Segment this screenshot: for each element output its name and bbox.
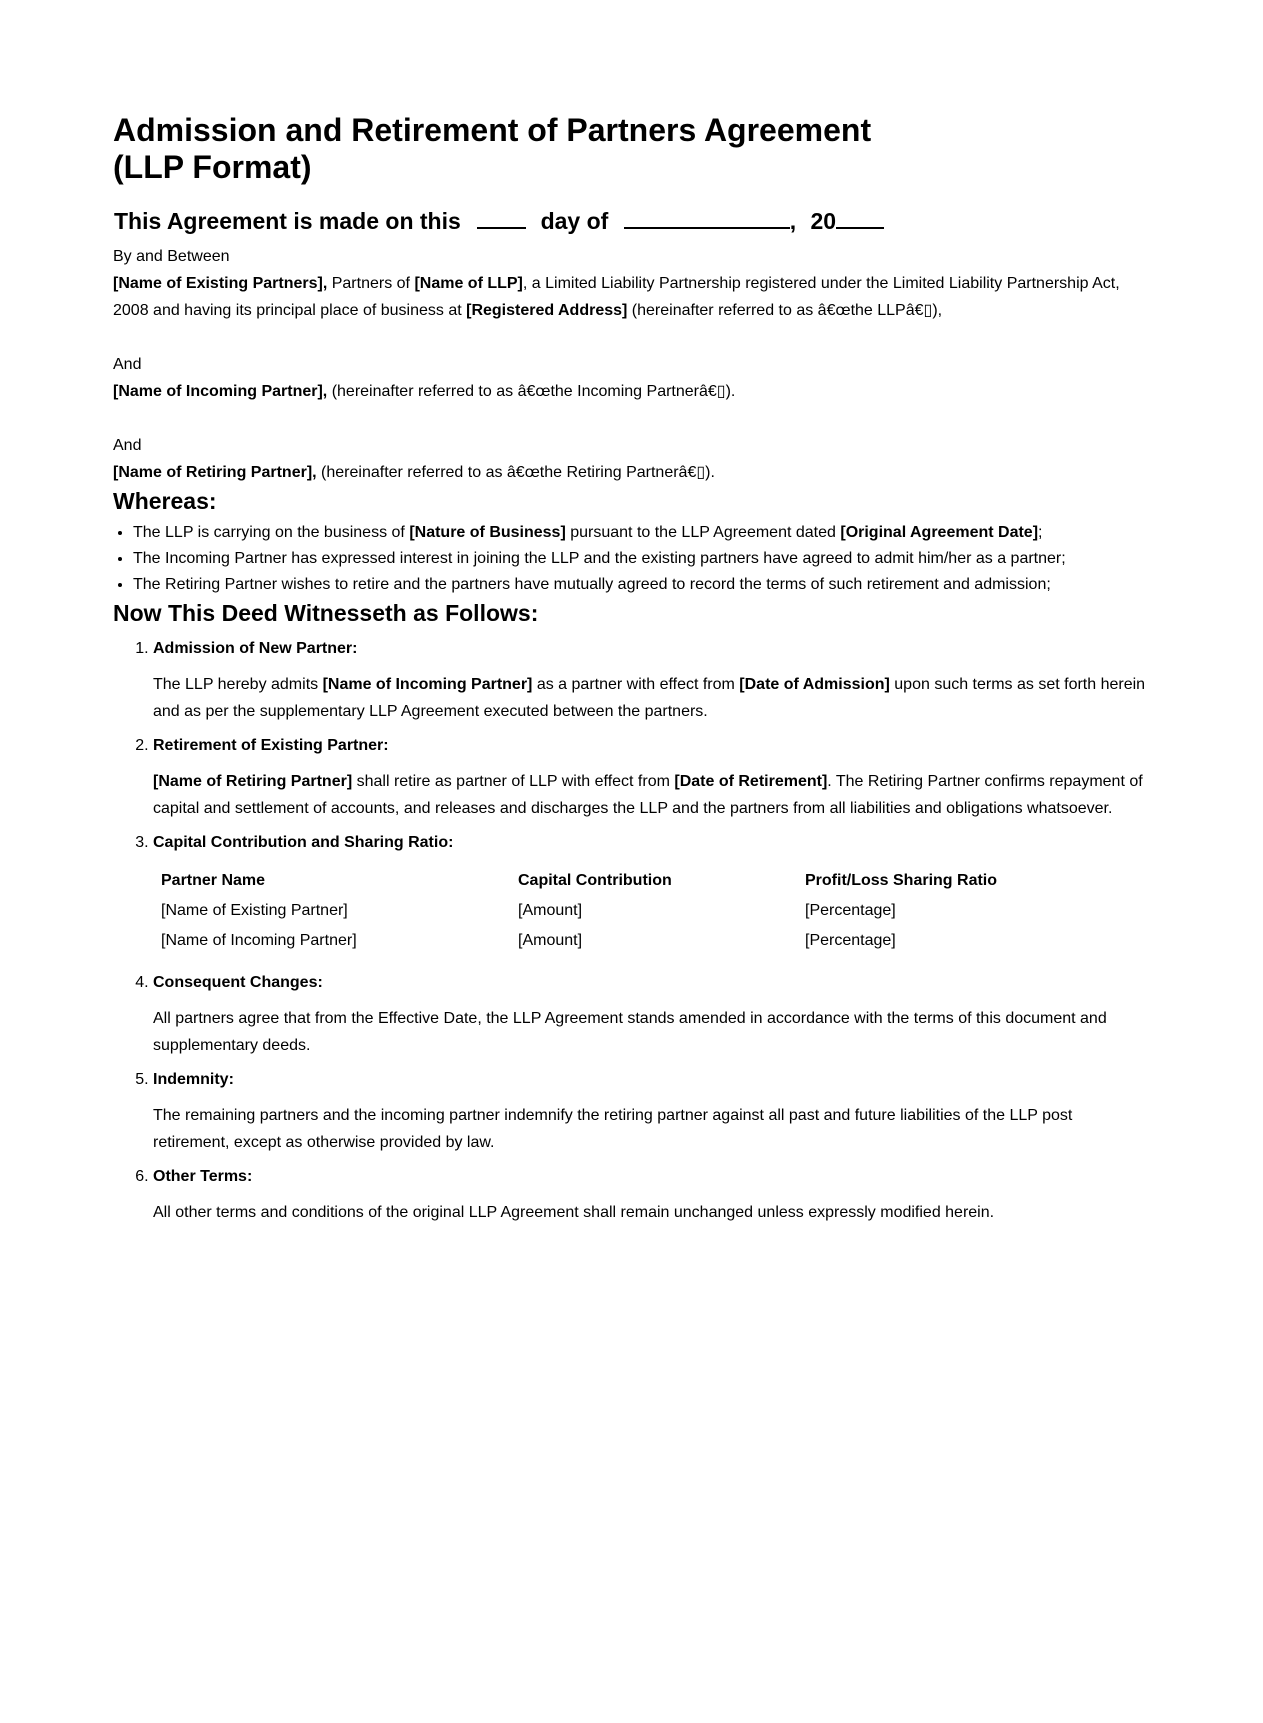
clause-consequent-changes bbox=[153, 970, 1153, 1059]
date-of-admission: [Date of Admission] bbox=[739, 676, 890, 693]
clause-other-terms bbox=[153, 1164, 1153, 1226]
whereas-list bbox=[113, 520, 1153, 598]
retiring-partner-name: [Name of Retiring Partner], bbox=[113, 464, 317, 481]
col-capital-contribution: Capital Contribution bbox=[518, 872, 672, 889]
document-page bbox=[113, 112, 1153, 1234]
party-existing-partners bbox=[113, 270, 1153, 324]
clause-body: All other terms and conditions of the original LLP Agreement shall remain unchanged unless expressly modified herein. bbox=[153, 1204, 995, 1221]
whereas-1-text-2: pursuant to the LLP Agreement dated bbox=[565, 524, 841, 541]
existing-partners-name: [Name of Existing Partners], bbox=[113, 275, 328, 292]
list-item bbox=[133, 520, 1153, 546]
original-agreement-date: [Original Agreement Date] bbox=[840, 524, 1039, 541]
table-row bbox=[153, 896, 1073, 926]
clause-body: The remaining partners and the incoming partner indemnify the retiring partner against all past and future liabilities of the LLP post retirement, except as otherwise provided by law. bbox=[153, 1107, 1073, 1151]
page-title: Admission and Retirement of Partners Agreement (LLP Format) bbox=[113, 112, 872, 185]
col-partner-name: Partner Name bbox=[161, 872, 266, 889]
llp-name: [Name of LLP] bbox=[414, 275, 523, 292]
year-prefix: 20 bbox=[810, 208, 837, 234]
clause-capital bbox=[153, 830, 1153, 956]
clause-indemnity bbox=[153, 1067, 1153, 1156]
clause-body bbox=[153, 671, 1153, 725]
clause-body bbox=[153, 768, 1153, 822]
c1-text-3: upon such terms as set forth herein and as per the supplementary LLP Agreement executed between the partners. bbox=[153, 676, 1146, 720]
clause-retirement bbox=[153, 733, 1153, 822]
registered-address: [Registered Address] bbox=[466, 302, 628, 319]
table-row bbox=[153, 926, 1073, 956]
table-cell: [Amount] bbox=[518, 902, 583, 919]
table-cell: [Amount] bbox=[518, 932, 583, 949]
clause-title: Indemnity: bbox=[153, 1071, 234, 1088]
day-of-text: day of bbox=[540, 208, 609, 234]
month-blank bbox=[624, 205, 790, 229]
agreement-date-line bbox=[114, 205, 1153, 236]
clause-title: Retirement of Existing Partner: bbox=[153, 737, 389, 754]
year-blank bbox=[836, 205, 884, 229]
c1-incoming-name: [Name of Incoming Partner] bbox=[322, 676, 533, 693]
whereas-heading: Whereas: bbox=[113, 488, 217, 514]
party-retiring-partner bbox=[113, 459, 1153, 486]
and-separator-1: And bbox=[113, 356, 142, 373]
clause-admission bbox=[153, 636, 1153, 725]
incoming-text-1: (hereinafter referred to as â€œthe Incoming Partnerâ€▯). bbox=[327, 383, 736, 400]
clause-title: Other Terms: bbox=[153, 1168, 253, 1185]
existing-text-1: Partners of bbox=[327, 275, 415, 292]
nature-of-business: [Nature of Business] bbox=[409, 524, 566, 541]
incoming-partner-name: [Name of Incoming Partner], bbox=[113, 383, 328, 400]
clause-title: Consequent Changes: bbox=[153, 974, 323, 991]
retiring-text-1: (hereinafter referred to as â€œthe Retiring Partnerâ€▯). bbox=[316, 464, 715, 481]
made-on-text: This Agreement is made on this bbox=[114, 208, 461, 234]
list-item: • The Incoming Partner has expressed interest in joining the LLP and the existing partners have agreed to admit him/her as a partner; bbox=[133, 546, 1153, 572]
clause-title: Capital Contribution and Sharing Ratio: bbox=[153, 834, 454, 851]
clause-body: All partners agree that from the Effective Date, the LLP Agreement stands amended in accordance with the terms of this document and supplementary deeds. bbox=[153, 1010, 1107, 1054]
col-sharing-ratio: Profit/Loss Sharing Ratio bbox=[805, 872, 998, 889]
table-header-row bbox=[153, 866, 1073, 896]
c1-text-2: as a partner with effect from bbox=[532, 676, 740, 693]
list-item: • The Retiring Partner wishes to retire and the partners have mutually agreed to record the terms of such retirement and admission; bbox=[133, 572, 1153, 598]
date-comma: , bbox=[789, 208, 797, 234]
table-cell: [Name of Incoming Partner] bbox=[161, 932, 357, 949]
existing-text-2: , a Limited Liability Partnership registered under the Limited Liability Partnership Act, 2008 and having its principal place of business at bbox=[113, 275, 1120, 319]
table-cell: [Percentage] bbox=[805, 932, 896, 949]
party-incoming-partner bbox=[113, 378, 1153, 405]
capital-table bbox=[153, 866, 1073, 956]
and-separator-2: And bbox=[113, 437, 142, 454]
clause-title: Admission of New Partner: bbox=[153, 640, 358, 657]
whereas-1-text-3: ; bbox=[1038, 524, 1043, 541]
existing-text-3: (hereinafter referred to as â€œthe LLPâ€▯), bbox=[627, 302, 943, 319]
date-of-retirement: [Date of Retirement] bbox=[674, 773, 828, 790]
day-blank bbox=[477, 205, 526, 229]
c2-text-2: . The Retiring Partner confirms repayment of capital and settlement of accounts, and releases and discharges the LLP and the partners from all liabilities and obligations whatsoever. bbox=[153, 773, 1143, 817]
witnesseth-heading: Now This Deed Witnesseth as Follows: bbox=[113, 600, 539, 626]
c2-retiring-name: [Name of Retiring Partner] bbox=[153, 773, 353, 790]
c2-text-1: shall retire as partner of LLP with effect from bbox=[352, 773, 675, 790]
table-cell: [Percentage] bbox=[805, 902, 896, 919]
whereas-1-text-1: The LLP is carrying on the business of bbox=[133, 524, 410, 541]
c1-text-1: The LLP hereby admits bbox=[153, 676, 323, 693]
table-cell: [Name of Existing Partner] bbox=[161, 902, 348, 919]
clauses-list bbox=[113, 636, 1153, 1226]
by-and-between: By and Between bbox=[113, 248, 230, 265]
